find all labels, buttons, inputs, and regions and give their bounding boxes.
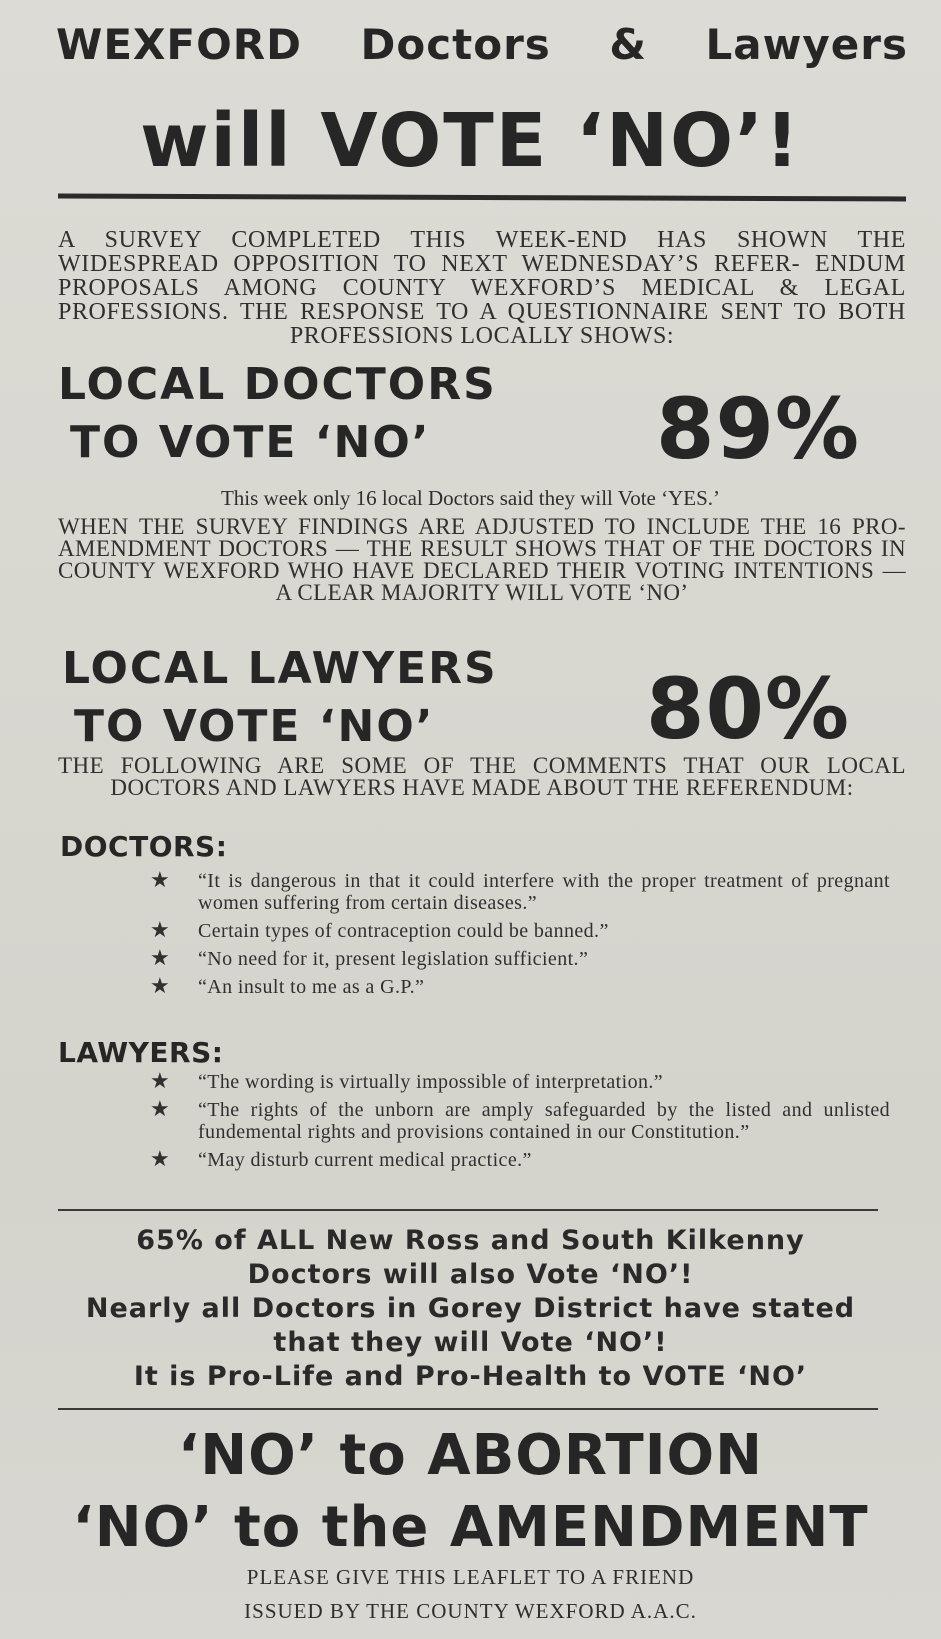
doctors-yes-note: This week only 16 local Doctors said they will Vote ‘YES.’ [220,486,721,510]
summary-line: 65% of ALL New Ross and South Kilkenny [136,1225,805,1256]
quote-text: “An insult to me as a G.P.” [198,976,425,998]
header-line-1 [56,20,908,69]
quote-text: Certain types of contraception could be banned.” [198,920,609,942]
divider [58,1408,878,1410]
star-icon: ★ [150,918,170,943]
doctors-percent: 89% [656,380,861,478]
footer-line1: PLEASE GIVE THIS LEAFLET TO A FRIEND [246,1565,695,1589]
comments-intro: THE FOLLOWING ARE SOME OF THE COMMENTS THAT OUR LOCAL DOCTORS AND LAWYERS HAVE MADE ABOUT THE REFERENDUM: [58,753,906,800]
doctors-quotes [150,870,890,1004]
quote-text: “The rights of the unborn are amply safeguarded by the listed and unlisted fundemental rights and provisions contained in our Constitution.” [198,1099,890,1143]
doctors-headline-line2: TO VOTE ‘NO’ [70,417,431,468]
star-icon: ★ [150,868,170,893]
list-item [150,870,890,914]
doctors-headline-line1: LOCAL DOCTORS [58,359,497,410]
header-ampersand: & [609,20,647,69]
quote-text: “The wording is virtually impossible of interpretation.” [198,1071,664,1093]
summary-line: Doctors will also Vote ‘NO’! [247,1259,694,1290]
header-wexford: WEXFORD [56,20,302,69]
list-item [150,1071,890,1093]
closing-line2: ‘NO’ to the AMENDMENT [72,1495,869,1560]
lawyers-headline-line1: LOCAL LAWYERS [62,643,498,694]
intro-paragraph: A SURVEY COMPLETED THIS WEEK-END HAS SHOWN THE WIDESPREAD OPPOSITION TO NEXT WEDNESDAY’S REFER- ENDUM PROPOSALS AMONG COUNTY WEXFORD’S MEDICAL & LEGAL PROFESSIONS. THE RESPONSE TO A QUESTIONNAIRE SENT TO BOTH PROFESSIONS LOCALLY SHOWS: [58,227,906,349]
closing-line1: ‘NO’ to ABORTION [178,1423,763,1488]
list-item [150,1149,890,1171]
lawyers-percent: 80% [646,660,851,758]
star-icon: ★ [150,1069,170,1094]
doctors-heading: DOCTORS: [60,830,228,863]
header-doctors: Doctors [360,20,551,69]
list-item [150,1099,890,1143]
survey-paragraph: WHEN THE SURVEY FINDINGS ARE ADJUSTED TO INCLUDE THE 16 PRO-AMENDMENT DOCTORS — THE RESULT SHOWS THAT OF THE DOCTORS IN COUNTY WEXFORD WHO HAVE DECLARED THEIR VOTING INTENTIONS — A CLEAR MAJORITY WILL VOTE ‘NO’ [58,514,906,605]
lawyers-headline [62,640,498,756]
summary-block [0,1224,941,1394]
lawyers-heading: LAWYERS: [58,1036,224,1069]
star-icon: ★ [150,946,170,971]
star-icon: ★ [150,1147,170,1172]
list-item [150,920,890,942]
list-item [150,976,890,998]
quote-text: “No need for it, present legislation sufficient.” [198,948,589,970]
summary-line: It is Pro-Life and Pro-Health to VOTE ‘NO’ [133,1361,808,1392]
star-icon: ★ [150,974,170,999]
divider [58,1209,878,1211]
list-item [150,948,890,970]
header-rule [58,194,906,202]
summary-line: that they will Vote ‘NO’! [273,1327,668,1358]
footer [0,1560,941,1628]
header-lawyers: Lawyers [705,20,908,69]
header-title: will VOTE ‘NO’! [140,98,801,184]
star-icon: ★ [150,1097,170,1122]
footer-line2: ISSUED BY THE COUNTY WEXFORD A.A.C. [244,1599,697,1623]
lawyers-headline-line2: TO VOTE ‘NO’ [74,701,435,752]
closing-slogan [0,1420,941,1564]
summary-line: Nearly all Doctors in Gorey District have stated [85,1293,856,1324]
quote-text: “It is dangerous in that it could interfere with the proper treatment of pregnant women suffering from certain diseases.” [198,870,890,914]
doctors-headline [58,356,497,472]
quote-text: “May disturb current medical practice.” [198,1149,532,1171]
lawyers-quotes [150,1071,890,1177]
